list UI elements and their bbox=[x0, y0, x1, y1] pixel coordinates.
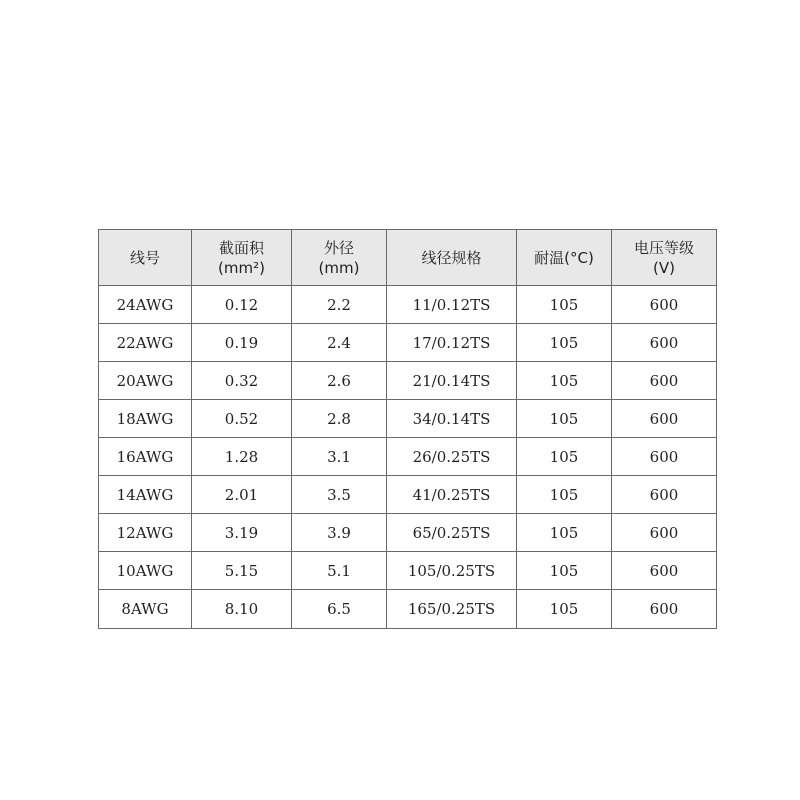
cell-outer-diameter: 2.2 bbox=[292, 286, 387, 324]
cell-cross-section: 0.19 bbox=[192, 324, 292, 362]
cell-cross-section: 1.28 bbox=[192, 438, 292, 476]
header-wire-gauge-label: 线号 bbox=[129, 248, 160, 267]
cell-strand-spec: 65/0.25TS bbox=[387, 514, 517, 552]
cell-temp-rating: 105 bbox=[517, 514, 612, 552]
header-outer-diameter-label: 外径 bbox=[323, 238, 354, 257]
header-voltage-rating bbox=[612, 230, 717, 286]
cell-voltage-rating: 600 bbox=[612, 400, 717, 438]
cell-cross-section: 0.12 bbox=[192, 286, 292, 324]
cell-temp-rating: 105 bbox=[517, 286, 612, 324]
cell-strand-spec: 165/0.25TS bbox=[387, 590, 517, 629]
cell-wire-gauge: 8AWG bbox=[99, 590, 192, 629]
table-row bbox=[99, 362, 717, 400]
cell-outer-diameter: 3.5 bbox=[292, 476, 387, 514]
table-header bbox=[99, 230, 717, 286]
cell-wire-gauge: 16AWG bbox=[99, 438, 192, 476]
cell-voltage-rating: 600 bbox=[612, 286, 717, 324]
cell-wire-gauge: 10AWG bbox=[99, 552, 192, 590]
table-body bbox=[99, 286, 717, 629]
cell-voltage-rating: 600 bbox=[612, 324, 717, 362]
header-strand-spec bbox=[387, 230, 517, 286]
cell-temp-rating: 105 bbox=[517, 400, 612, 438]
cell-strand-spec: 17/0.12TS bbox=[387, 324, 517, 362]
cell-outer-diameter: 3.9 bbox=[292, 514, 387, 552]
cell-strand-spec: 26/0.25TS bbox=[387, 438, 517, 476]
cell-cross-section: 2.01 bbox=[192, 476, 292, 514]
cell-strand-spec: 105/0.25TS bbox=[387, 552, 517, 590]
table-row bbox=[99, 438, 717, 476]
cell-temp-rating: 105 bbox=[517, 552, 612, 590]
header-temp-rating bbox=[517, 230, 612, 286]
cell-wire-gauge: 18AWG bbox=[99, 400, 192, 438]
header-row bbox=[99, 230, 717, 286]
cell-wire-gauge: 20AWG bbox=[99, 362, 192, 400]
cell-outer-diameter: 2.6 bbox=[292, 362, 387, 400]
cell-wire-gauge: 12AWG bbox=[99, 514, 192, 552]
table-row bbox=[99, 400, 717, 438]
cell-cross-section: 8.10 bbox=[192, 590, 292, 629]
header-voltage-rating-unit: (V) bbox=[653, 258, 675, 277]
cell-voltage-rating: 600 bbox=[612, 476, 717, 514]
wire-spec-table bbox=[98, 229, 717, 629]
header-outer-diameter-unit: (mm) bbox=[318, 258, 360, 277]
cell-temp-rating: 105 bbox=[517, 362, 612, 400]
table-row bbox=[99, 476, 717, 514]
cell-outer-diameter: 3.1 bbox=[292, 438, 387, 476]
cell-wire-gauge: 14AWG bbox=[99, 476, 192, 514]
header-outer-diameter bbox=[292, 230, 387, 286]
cell-strand-spec: 21/0.14TS bbox=[387, 362, 517, 400]
cell-outer-diameter: 2.4 bbox=[292, 324, 387, 362]
cell-outer-diameter: 2.8 bbox=[292, 400, 387, 438]
cell-cross-section: 5.15 bbox=[192, 552, 292, 590]
cell-wire-gauge: 22AWG bbox=[99, 324, 192, 362]
header-cross-section-label: 截面积 bbox=[218, 238, 264, 257]
cell-outer-diameter: 6.5 bbox=[292, 590, 387, 629]
header-cross-section-unit: (mm²) bbox=[218, 258, 265, 277]
table-row bbox=[99, 324, 717, 362]
cell-temp-rating: 105 bbox=[517, 438, 612, 476]
table-row bbox=[99, 590, 717, 629]
cell-cross-section: 0.32 bbox=[192, 362, 292, 400]
header-cross-section bbox=[192, 230, 292, 286]
cell-temp-rating: 105 bbox=[517, 476, 612, 514]
cell-voltage-rating: 600 bbox=[612, 552, 717, 590]
cell-voltage-rating: 600 bbox=[612, 514, 717, 552]
table-row bbox=[99, 514, 717, 552]
cell-cross-section: 0.52 bbox=[192, 400, 292, 438]
header-wire-gauge bbox=[99, 230, 192, 286]
cell-strand-spec: 41/0.25TS bbox=[387, 476, 517, 514]
table-row bbox=[99, 552, 717, 590]
cell-voltage-rating: 600 bbox=[612, 438, 717, 476]
wire-spec-table-container bbox=[98, 229, 717, 629]
cell-strand-spec: 11/0.12TS bbox=[387, 286, 517, 324]
cell-strand-spec: 34/0.14TS bbox=[387, 400, 517, 438]
header-strand-spec-label: 线径规格 bbox=[421, 248, 482, 267]
cell-voltage-rating: 600 bbox=[612, 362, 717, 400]
header-voltage-rating-label: 电压等级 bbox=[633, 238, 694, 257]
cell-temp-rating: 105 bbox=[517, 590, 612, 629]
cell-wire-gauge: 24AWG bbox=[99, 286, 192, 324]
table-row bbox=[99, 286, 717, 324]
cell-outer-diameter: 5.1 bbox=[292, 552, 387, 590]
cell-temp-rating: 105 bbox=[517, 324, 612, 362]
cell-cross-section: 3.19 bbox=[192, 514, 292, 552]
header-temp-rating-label: 耐温(°C) bbox=[534, 248, 594, 267]
cell-voltage-rating: 600 bbox=[612, 590, 717, 629]
